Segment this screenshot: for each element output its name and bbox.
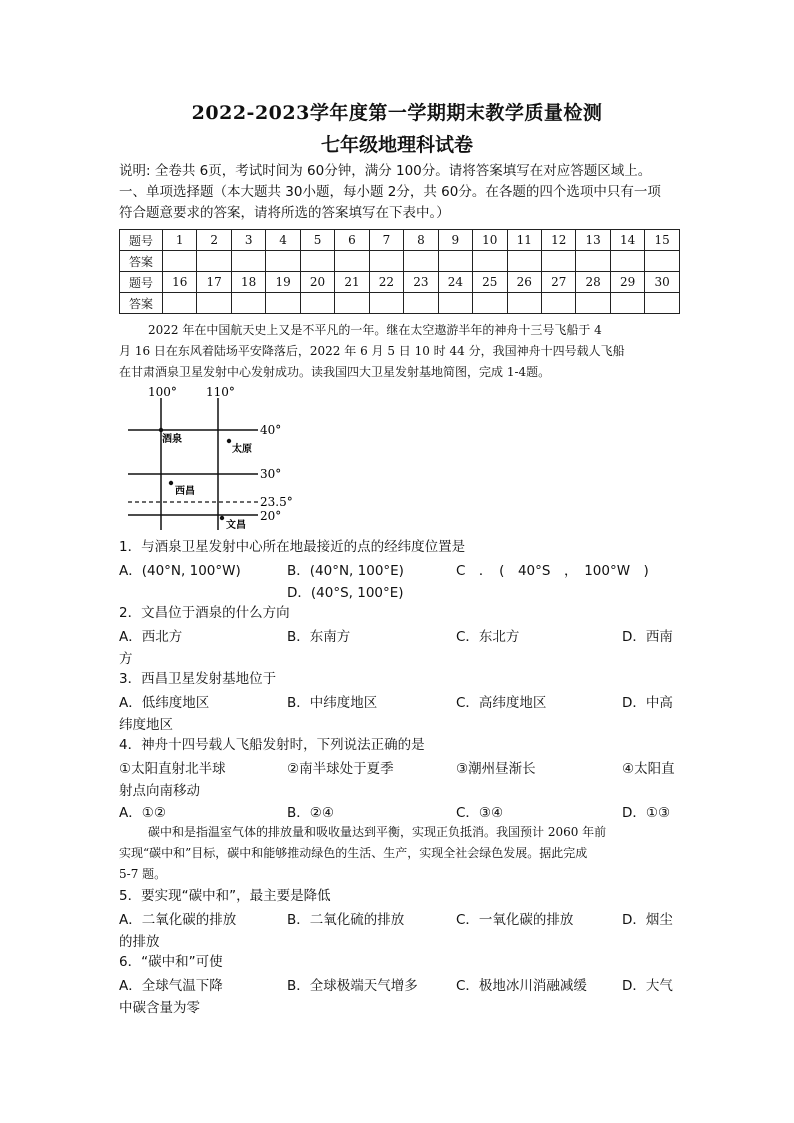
q2-option-d-continued: 方 <box>119 651 133 667</box>
passage1-line3: 在甘肃酒泉卫星发射中心发射成功。读我国四大卫星发射基地简图，完成 1-4题。 <box>119 365 551 379</box>
answer-cell-3[interactable] <box>231 251 265 272</box>
answer-cell-5[interactable] <box>300 251 334 272</box>
passage2-line3: 5-7 题。 <box>119 867 167 881</box>
q4-option-a: A．①② <box>119 805 166 821</box>
answer-cell-21[interactable] <box>335 293 369 314</box>
answer-table-answer-row-2 <box>120 293 680 314</box>
question-number-cell: 14 <box>610 230 644 251</box>
q4-statement-3: ③潮州昼渐长 <box>456 761 536 777</box>
q2-option-a: A．西北方 <box>119 629 183 645</box>
question-number-cell: 7 <box>369 230 403 251</box>
answer-table-number-row-2 <box>120 272 680 293</box>
jiuquan-dot <box>159 428 163 432</box>
question-number-cell: 2 <box>197 230 231 251</box>
exam-subtitle: 七年级地理科试卷 <box>320 134 473 156</box>
q4-statement-2: ②南半球处于夏季 <box>287 761 394 777</box>
q4-statement-4-continued: 射点向南移动 <box>119 783 200 799</box>
q4-stem: 4．神舟十四号载人飞船发射时，下列说法正确的是 <box>119 737 425 753</box>
q2-option-d: D．西南 <box>622 629 673 645</box>
table-header-number: 题号 <box>120 230 163 251</box>
answer-cell-17[interactable] <box>197 293 231 314</box>
question-number-cell: 3 <box>231 230 265 251</box>
q6-option-d-continued: 中碳含量为零 <box>119 1000 200 1016</box>
answer-cell-19[interactable] <box>266 293 300 314</box>
lat-label-40: 40° <box>260 423 282 437</box>
q4-option-c: C．③④ <box>456 805 504 821</box>
answer-cell-25[interactable] <box>473 293 507 314</box>
q5-option-b: B．二氧化硫的排放 <box>287 912 405 928</box>
answer-cell-10[interactable] <box>473 251 507 272</box>
q3-stem: 3．西昌卫星发射基地位于 <box>119 671 277 687</box>
q5-stem: 5．要实现“碳中和”，最主要是降低 <box>119 888 331 904</box>
q6-option-c: C．极地冰川消融减缓 <box>456 978 587 994</box>
xichang-dot <box>169 481 173 485</box>
answer-cell-28[interactable] <box>576 293 610 314</box>
lat-label-23-5: 23.5° <box>260 495 293 509</box>
question-number-cell: 29 <box>610 272 644 293</box>
jiuquan-label: 酒泉 <box>162 434 182 445</box>
lat-label-30: 30° <box>260 467 282 481</box>
question-number-cell: 16 <box>163 272 197 293</box>
answer-cell-9[interactable] <box>438 251 472 272</box>
lon-label-110: 110° <box>206 385 235 399</box>
xichang-label: 西昌 <box>175 486 195 497</box>
q3-option-d-continued: 纬度地区 <box>119 717 173 733</box>
instructions-note: 说明: 全卷共 6页，考试时间为 60分钟，满分 100分。请将答案填写在对应答题区域上。 <box>119 163 652 179</box>
q6-option-d: D．大气 <box>622 978 673 994</box>
question-number-cell: 5 <box>300 230 334 251</box>
q3-option-b: B．中纬度地区 <box>287 695 378 711</box>
passage2-line1: 碳中和是指温室气体的排放量和吸收量达到平衡，实现正负抵消。我国预计 2060 年前 <box>148 825 607 839</box>
question-number-cell: 20 <box>300 272 334 293</box>
question-number-cell: 28 <box>576 272 610 293</box>
q3-option-d: D．中高 <box>622 695 673 711</box>
q1-option-c: C ． ( 40°S ， 100°W ) <box>456 563 649 579</box>
question-number-cell: 1 <box>163 230 197 251</box>
exam-title: 2022-2023学年度第一学期期末教学质量检测 <box>191 102 603 124</box>
launch-site-map <box>118 384 318 532</box>
section1-heading-line1: 一、单项选择题（本大题共 30小题，每小题 2分，共 60分。在各题的四个选项中只有一项 <box>119 184 661 200</box>
answer-cell-23[interactable] <box>404 293 438 314</box>
q4-statement-1: ①太阳直射北半球 <box>119 761 226 777</box>
q4-statement-4: ④太阳直 <box>622 761 675 777</box>
lat-label-20: 20° <box>260 509 282 523</box>
q5-option-d: D．烟尘 <box>622 912 673 928</box>
answer-cell-8[interactable] <box>404 251 438 272</box>
table-header-number: 题号 <box>120 272 163 293</box>
question-number-cell: 19 <box>266 272 300 293</box>
lon-label-100: 100° <box>148 385 177 399</box>
q4-option-d: D．①③ <box>622 805 671 821</box>
question-number-cell: 24 <box>438 272 472 293</box>
answer-cell-22[interactable] <box>369 293 403 314</box>
answer-table-answer-row-1 <box>120 251 680 272</box>
answer-table-number-row-1 <box>120 230 680 251</box>
answer-cell-20[interactable] <box>300 293 334 314</box>
question-number-cell: 21 <box>335 272 369 293</box>
wenchang-dot <box>220 516 224 520</box>
answer-cell-30[interactable] <box>645 293 680 314</box>
question-number-cell: 4 <box>266 230 300 251</box>
answer-cell-2[interactable] <box>197 251 231 272</box>
answer-cell-14[interactable] <box>610 251 644 272</box>
q5-option-d-continued: 的排放 <box>119 934 160 950</box>
question-number-cell: 22 <box>369 272 403 293</box>
q5-option-a: A．二氧化碳的排放 <box>119 912 237 928</box>
table-header-answer: 答案 <box>120 293 163 314</box>
answer-cell-24[interactable] <box>438 293 472 314</box>
q3-option-c: C．高纬度地区 <box>456 695 547 711</box>
q6-option-a: A．全球气温下降 <box>119 978 223 994</box>
question-number-cell: 13 <box>576 230 610 251</box>
answer-cell-6[interactable] <box>335 251 369 272</box>
q3-option-a: A．低纬度地区 <box>119 695 210 711</box>
question-number-cell: 15 <box>645 230 680 251</box>
q4-option-b: B．②④ <box>287 805 334 821</box>
taiyuan-label: 太原 <box>232 444 252 455</box>
question-number-cell: 8 <box>404 230 438 251</box>
answer-cell-15[interactable] <box>645 251 680 272</box>
question-number-cell: 12 <box>541 230 575 251</box>
passage1-line2: 月 16 日在东风着陆场平安降落后，2022 年 6 月 5 日 10 时 44 分，我国神舟十四号载人飞船 <box>119 344 625 358</box>
wenchang-label: 文昌 <box>226 520 246 531</box>
answer-cell-4[interactable] <box>266 251 300 272</box>
answer-cell-11[interactable] <box>507 251 541 272</box>
question-number-cell: 6 <box>335 230 369 251</box>
question-number-cell: 26 <box>507 272 541 293</box>
table-header-answer: 答案 <box>120 251 163 272</box>
answer-cell-7[interactable] <box>369 251 403 272</box>
answer-cell-12[interactable] <box>541 251 575 272</box>
q1-option-b: B．(40°N, 100°E) <box>287 563 404 579</box>
taiyuan-dot <box>227 439 231 443</box>
question-number-cell: 9 <box>438 230 472 251</box>
q5-option-c: C．一氧化碳的排放 <box>456 912 574 928</box>
q1-option-a: A．(40°N, 100°W) <box>119 563 241 579</box>
answer-cell-18[interactable] <box>231 293 265 314</box>
answer-cell-16[interactable] <box>163 293 197 314</box>
q1-stem: 1．与酒泉卫星发射中心所在地最接近的点的经纬度位置是 <box>119 539 466 555</box>
q2-option-c: C．东北方 <box>456 629 520 645</box>
passage1-line1: 2022 年在中国航天史上又是不平凡的一年。继在太空遨游半年的神舟十三号飞船于 4 <box>148 323 602 337</box>
question-number-cell: 18 <box>231 272 265 293</box>
section1-heading-line2: 符合题意要求的答案，请将所选的答案填写在下表中。） <box>119 205 450 221</box>
question-number-cell: 10 <box>473 230 507 251</box>
question-number-cell: 11 <box>507 230 541 251</box>
passage2-line2: 实现“碳中和”目标，碳中和能够推动绿色的生活、生产，实现全社会绿色发展。据此完成 <box>119 846 588 860</box>
q2-option-b: B．东南方 <box>287 629 351 645</box>
answer-cell-29[interactable] <box>610 293 644 314</box>
question-number-cell: 25 <box>473 272 507 293</box>
answer-table <box>119 229 680 314</box>
q2-stem: 2．文昌位于酒泉的什么方向 <box>119 605 290 621</box>
q1-option-d: D．(40°S, 100°E) <box>287 585 404 601</box>
question-number-cell: 17 <box>197 272 231 293</box>
q6-stem: 6．“碳中和”可使 <box>119 954 223 970</box>
question-number-cell: 30 <box>645 272 680 293</box>
q6-option-b: B．全球极端天气增多 <box>287 978 418 994</box>
answer-cell-13[interactable] <box>576 251 610 272</box>
answer-cell-26[interactable] <box>507 293 541 314</box>
answer-cell-1[interactable] <box>163 251 197 272</box>
question-number-cell: 27 <box>541 272 575 293</box>
question-number-cell: 23 <box>404 272 438 293</box>
answer-cell-27[interactable] <box>541 293 575 314</box>
